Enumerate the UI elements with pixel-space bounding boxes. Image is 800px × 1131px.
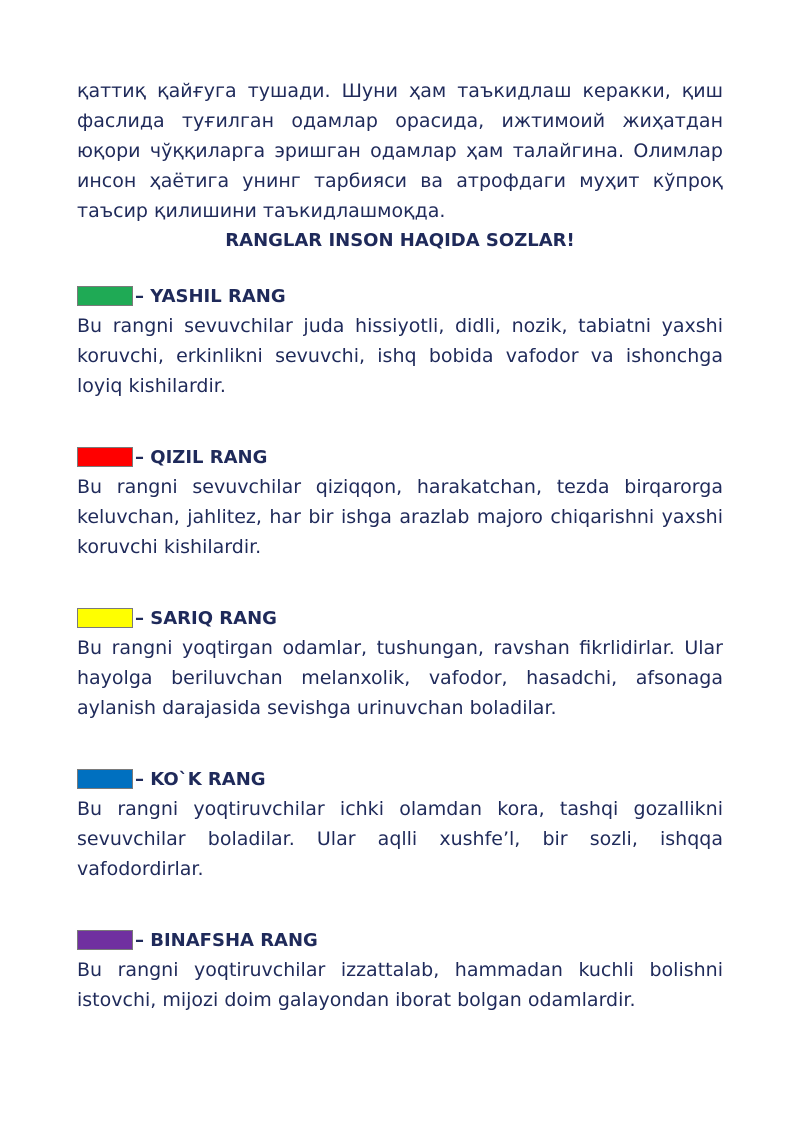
color-section-purple [77, 925, 723, 1015]
section-title [77, 442, 723, 472]
intro-paragraph: қаттиқ қайғуга тушади. Шуни ҳам таъкидлаш керакки, қиш фаслида туғилган одамлар орасида, ижтимоий жиҳатдан юқори чўққиларга эришган одамлар ҳам талайгина. Олимлар инсон ҳаётига унинг тарбияси ва атрофдаги муҳит кўпроқ таъсир қилишини таъкидлашмоқда. [77, 80, 723, 222]
color-section-yellow [77, 603, 723, 723]
section-text: Bu rangni sevuvchilar qiziqqon, harakatchan, tezda birqarorga keluvchan, jahlitez, har bir ishga arazlab majoro chiqarishni yaxshi koruvchi kishilardir. [77, 476, 723, 558]
color-section-blue [77, 764, 723, 884]
color-section-green [77, 281, 723, 401]
section-text: Bu rangni yoqtiruvchilar izzattalab, hammadan kuchli bolishni istovchi, mijozi doim galayondan iborat bolgan odamlardir. [77, 959, 723, 1011]
red-swatch-icon [77, 447, 133, 467]
section-text: Bu rangni sevuvchilar juda hissiyotli, didli, nozik, tabiatni yaxshi koruvchi, erkinlikni sevuvchi, ishq bobida vafodor va ishonchga loyiq kishilardir. [77, 315, 723, 397]
purple-swatch-icon [77, 930, 133, 950]
section-title-text: – BINAFSHA RANG [135, 929, 318, 951]
page-heading: RANGLAR INSON HAQIDA SOZLAR! [225, 230, 575, 251]
yellow-swatch-icon [77, 608, 133, 628]
section-title-text: – SARIQ RANG [135, 607, 277, 629]
intro-block [77, 76, 723, 256]
section-title [77, 764, 723, 794]
section-title-text: – KO`K RANG [135, 768, 266, 790]
color-section-red [77, 442, 723, 562]
blue-swatch-icon [77, 769, 133, 789]
section-title-text: – QIZIL RANG [135, 446, 268, 468]
section-title [77, 603, 723, 633]
section-title [77, 925, 723, 955]
section-text: Bu rangni yoqtirgan odamlar, tushungan, ravshan fikrlidirlar. Ular hayolga beriluvchan melanxolik, vafodor, hasadchi, afsonaga aylanish darajasida sevishga urinuvchan boladilar. [77, 637, 723, 719]
section-title-text: – YASHIL RANG [135, 285, 286, 307]
section-title [77, 281, 723, 311]
section-text: Bu rangni yoqtiruvchilar ichki olamdan kora, tashqi gozallikni sevuvchilar boladilar. Ular aqlli xushfe’l, bir sozli, ishqqa vafodordirlar. [77, 798, 723, 880]
green-swatch-icon [77, 286, 133, 306]
